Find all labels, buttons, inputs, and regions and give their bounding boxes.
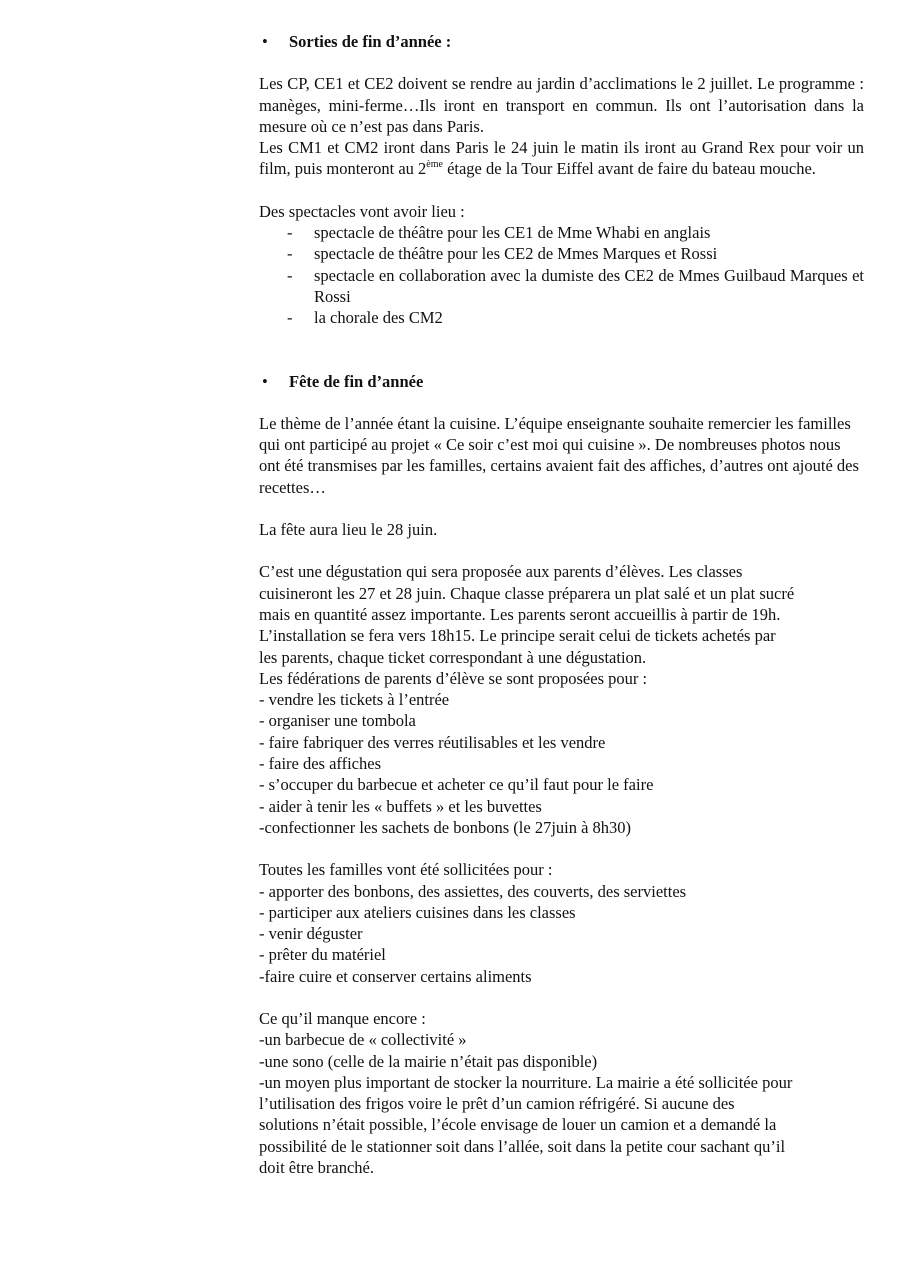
text-line: doit être branché. [259, 1158, 374, 1178]
superscript: ème [426, 159, 443, 171]
list-item: -une sono (celle de la mairie n’était pas disponible) [259, 1051, 598, 1071]
dash-marker: - [287, 244, 293, 264]
list-intro: Des spectacles vont avoir lieu : [259, 201, 465, 221]
text-line: C’est une dégustation qui sera proposée aux parents d’élèves. Les classes [259, 562, 743, 582]
list-item: - venir déguster [259, 924, 363, 944]
list-intro: Toutes les familles vont été sollicitées pour : [259, 860, 553, 880]
list-item [259, 243, 864, 264]
list-item: - vendre les tickets à l’entrée [259, 690, 450, 710]
section-title: Sorties de fin d’année : [289, 32, 452, 51]
list-item: -faire cuire et conserver certains aliments [259, 966, 532, 986]
dash-marker: - [287, 308, 293, 328]
text-line: les parents, chaque ticket correspondant à une dégustation. [259, 647, 647, 667]
families-list [259, 859, 864, 987]
paragraph: Les CP, CE1 et CE2 doivent se rendre au jardin d’acclimations le 2 juillet. Le programme : manèges, mini-ferme…Ils iront en transport en commun. Ils ont l’autorisation dans la mesure où ce n’est pas dans Paris. [259, 74, 864, 136]
text-line: l’utilisation des frigos voire le prêt d’un camion réfrigéré. Si aucune des [259, 1094, 735, 1114]
paragraph [259, 137, 864, 180]
paragraph: La fête aura lieu le 28 juin. [259, 520, 438, 540]
dash-marker: - [287, 223, 293, 243]
missing-list [259, 1008, 864, 1178]
list-item: -un moyen plus important de stocker la nourriture. La mairie a été sollicitée pour [259, 1072, 793, 1092]
bullet-icon: • [262, 32, 268, 51]
section-heading-sorties [259, 31, 864, 52]
text-line: cuisineront les 27 et 28 juin. Chaque classe préparera un plat salé et un plat sucré [259, 583, 795, 603]
list-item [259, 222, 864, 243]
bullet-icon: • [262, 371, 268, 391]
list-item [259, 265, 864, 308]
list-item: - organiser une tombola [259, 711, 416, 731]
list-item: - s’occuper du barbecue et acheter ce qu’il faut pour le faire [259, 775, 654, 795]
text-line: solutions n’était possible, l’école envisage de louer un camion et a demandé la [259, 1115, 777, 1135]
list-item: - aider à tenir les « buffets » et les buvettes [259, 796, 542, 816]
list-intro: Les fédérations de parents d’élève se sont proposées pour : [259, 668, 648, 688]
list-item: - prêter du matériel [259, 945, 386, 965]
paragraph: Le thème de l’année étant la cuisine. L’équipe enseignante souhaite remercier les familles qui ont participé au projet « Ce soir c’est moi qui cuisine ». De nombreuses photos nous ont été transmises par les familles, certains avaient fait des affiches, d’autres ont ajouté des recettes… [259, 413, 859, 497]
list-intro: Ce qu’il manque encore : [259, 1008, 426, 1028]
section-title: Fête de fin d’année [289, 371, 424, 391]
paragraph-text: étage de la Tour Eiffel avant de faire du bateau mouche. [442, 159, 816, 179]
text-line: L’installation se fera vers 18h15. Le principe serait celui de tickets achetés par [259, 626, 776, 646]
section-heading-fete [259, 371, 864, 392]
document-page [259, 31, 864, 1178]
list-item: - faire fabriquer des verres réutilisables et les vendre [259, 732, 606, 752]
text-line: possibilité de le stationner soit dans l’allée, soit dans la petite cour sachant qu’il [259, 1136, 786, 1156]
list-item: - apporter des bonbons, des assiettes, des couverts, des serviettes [259, 881, 687, 901]
list-item [259, 307, 864, 328]
list-item: - faire des affiches [259, 754, 382, 774]
dash-marker: - [287, 265, 293, 285]
paragraph-text: Les CM1 et CM2 iront dans Paris le 24 juin le matin ils iront au Grand Rex pour voir un film, puis monteront au 2 [259, 138, 864, 179]
text-line: mais en quantité assez importante. Les parents seront accueillis à partir de 19h. [259, 604, 781, 624]
federations-list [259, 668, 864, 838]
list-item-text: spectacle de théâtre pour les CE1 de Mme Whabi en anglais [314, 223, 711, 243]
shows-list [259, 222, 864, 328]
list-item-text: la chorale des CM2 [314, 308, 443, 328]
tasting-paragraph [259, 561, 864, 667]
list-item-text: spectacle de théâtre pour les CE2 de Mmes Marques et Rossi [314, 244, 718, 264]
list-item: -confectionner les sachets de bonbons (le 27juin à 8h30) [259, 817, 632, 837]
list-item: -un barbecue de « collectivité » [259, 1030, 467, 1050]
list-item: - participer aux ateliers cuisines dans les classes [259, 902, 576, 922]
list-item-text: spectacle en collaboration avec la dumiste des CE2 de Mmes Guilbaud Marques et Rossi [314, 265, 864, 306]
